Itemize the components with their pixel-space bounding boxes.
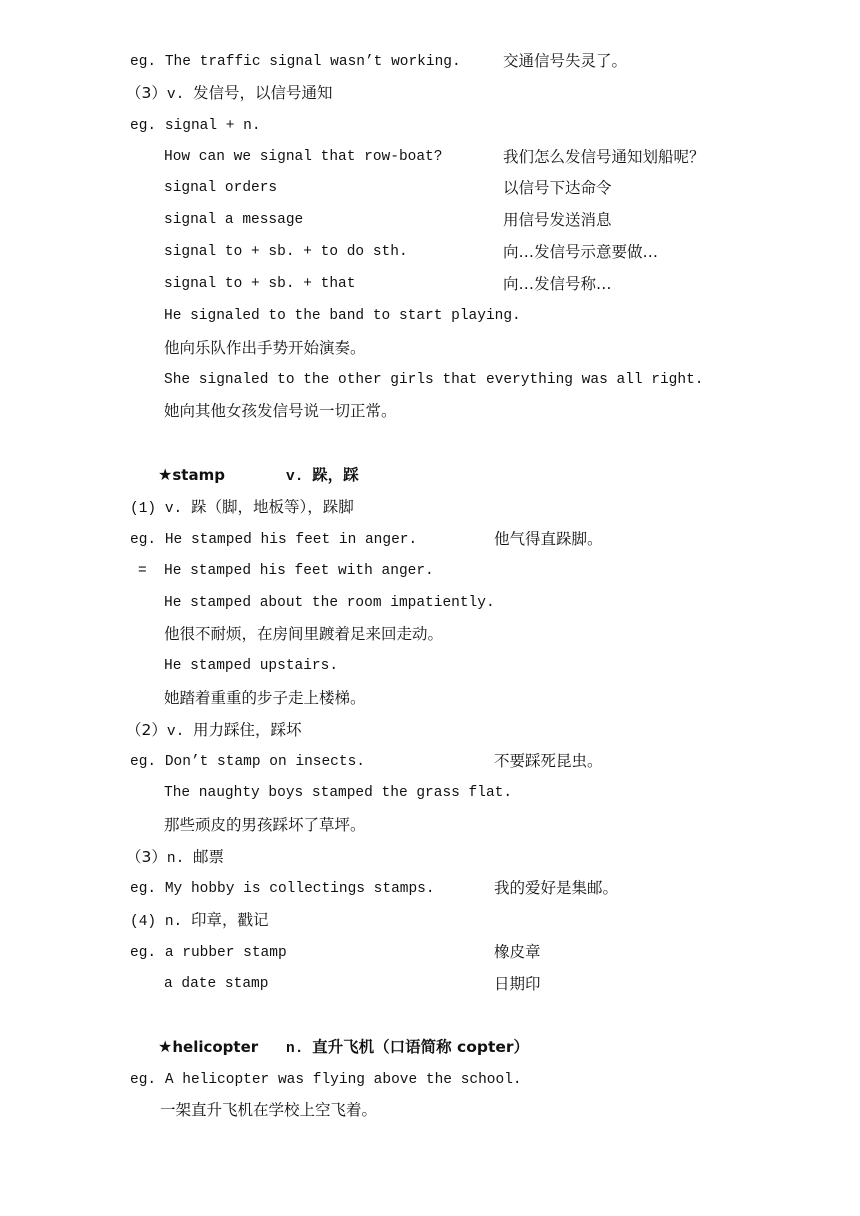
part-of-speech: v. (286, 469, 304, 485)
entry-line (130, 751, 365, 771)
part-of-speech: n. (164, 914, 183, 930)
example-en: He stamped upstairs. (164, 658, 339, 674)
example-zh: 那些顽皮的男孩踩坏了草坪。 (164, 816, 366, 834)
example-zh: 向…发信号称… (503, 275, 612, 293)
headword-line (158, 1037, 258, 1057)
example-zh: 以信号下达命令 (503, 179, 612, 197)
entry-line (130, 1069, 522, 1089)
star-icon: ★ (158, 465, 173, 484)
gloss: 直升飞机（口语简称 copter） (312, 1038, 530, 1056)
star-icon: ★ (158, 1037, 173, 1056)
example-zh: 她向其他女孩发信号说一切正常。 (164, 402, 397, 420)
example-en: He stamped his feet in anger. (164, 532, 418, 548)
sense-heading (130, 497, 354, 517)
example-en: He stamped about the room impatiently. (164, 595, 495, 611)
example-en: She signaled to the other girls that everything was all right. (164, 372, 704, 388)
example-en: a rubber stamp (164, 945, 287, 961)
sense-heading (126, 847, 224, 867)
example-en: My hobby is collectings stamps. (164, 881, 435, 897)
pattern-line (130, 115, 261, 135)
example-zh: 不要踩死昆虫。 (494, 752, 603, 770)
sense-heading (126, 83, 333, 103)
eg-prefix: eg. (130, 945, 157, 961)
sense-number: （3） (126, 84, 167, 102)
pattern-text: signal + n. (164, 118, 261, 134)
example-en: How can we signal that row-boat? (164, 149, 443, 165)
example-en: signal to + sb. + to do sth. (164, 244, 408, 260)
part-of-speech: v. (164, 501, 183, 517)
sense-number: (1) (130, 501, 157, 517)
equals-sign: = (138, 563, 147, 579)
example-zh: 他向乐队作出手势开始演奏。 (164, 339, 366, 357)
example-zh: 一架直升飞机在学校上空飞着。 (160, 1101, 378, 1119)
headword-gloss (286, 465, 359, 485)
example-en: a date stamp (164, 976, 269, 992)
example-en: Don’t stamp on insects. (164, 754, 365, 770)
eg-prefix: eg. (130, 532, 157, 548)
example-en: The traffic signal wasn’t working. (164, 54, 461, 70)
sense-number: （2） (126, 721, 167, 739)
sense-number: （3） (126, 848, 167, 866)
sense-meaning: 印章，戳记 (190, 911, 269, 929)
example-en: A helicopter was flying above the school. (164, 1072, 522, 1088)
sense-meaning: 邮票 (193, 848, 225, 866)
example-zh: 橡皮章 (494, 943, 541, 961)
example-zh: 交通信号失灵了。 (503, 52, 628, 70)
sense-meaning: 发信号，以信号通知 (193, 84, 333, 102)
eg-prefix: eg. (130, 881, 157, 897)
part-of-speech: v. (166, 87, 185, 103)
part-of-speech: v. (166, 724, 185, 740)
example-zh: 我们怎么发信号通知划船呢？ (503, 148, 705, 166)
eg-prefix: eg. (130, 118, 157, 134)
example-en: He stamped his feet with anger. (164, 563, 434, 579)
entry-line (130, 942, 287, 962)
eg-prefix: eg. (130, 54, 157, 70)
example-zh: 他气得直跺脚。 (494, 530, 603, 548)
headword-line (158, 465, 225, 485)
example-zh: 用信号发送消息 (503, 211, 612, 229)
sense-heading (126, 720, 302, 740)
entry-line (130, 529, 417, 549)
example-zh: 他很不耐烦，在房间里踱着足来回走动。 (164, 625, 444, 643)
example-en: He signaled to the band to start playing. (164, 308, 521, 324)
example-zh: 我的爱好是集邮。 (494, 879, 619, 897)
eg-prefix: eg. (130, 1072, 157, 1088)
headword-gloss (286, 1037, 529, 1057)
eg-prefix: eg. (130, 754, 157, 770)
example-zh: 她踏着重重的步子走上楼梯。 (164, 689, 366, 707)
sense-heading (130, 910, 269, 930)
entry-line (130, 878, 435, 898)
example-zh: 日期印 (494, 975, 541, 993)
sense-number: (4) (130, 914, 157, 930)
sense-meaning: 跺（脚，地板等），跺脚 (190, 498, 354, 516)
part-of-speech: n. (286, 1041, 304, 1057)
headword: stamp (172, 466, 225, 484)
gloss: 跺，踩 (312, 466, 359, 484)
headword: helicopter (172, 1038, 259, 1056)
example-en: The naughty boys stamped the grass flat. (164, 785, 513, 801)
example-zh: 向…发信号示意要做… (503, 243, 659, 261)
sense-meaning: 用力踩住，踩坏 (193, 721, 302, 739)
example-en: signal a message (164, 212, 304, 228)
entry-line (130, 51, 461, 71)
example-en: signal orders (164, 180, 278, 196)
example-en: signal to + sb. + that (164, 276, 356, 292)
part-of-speech: n. (166, 851, 185, 867)
